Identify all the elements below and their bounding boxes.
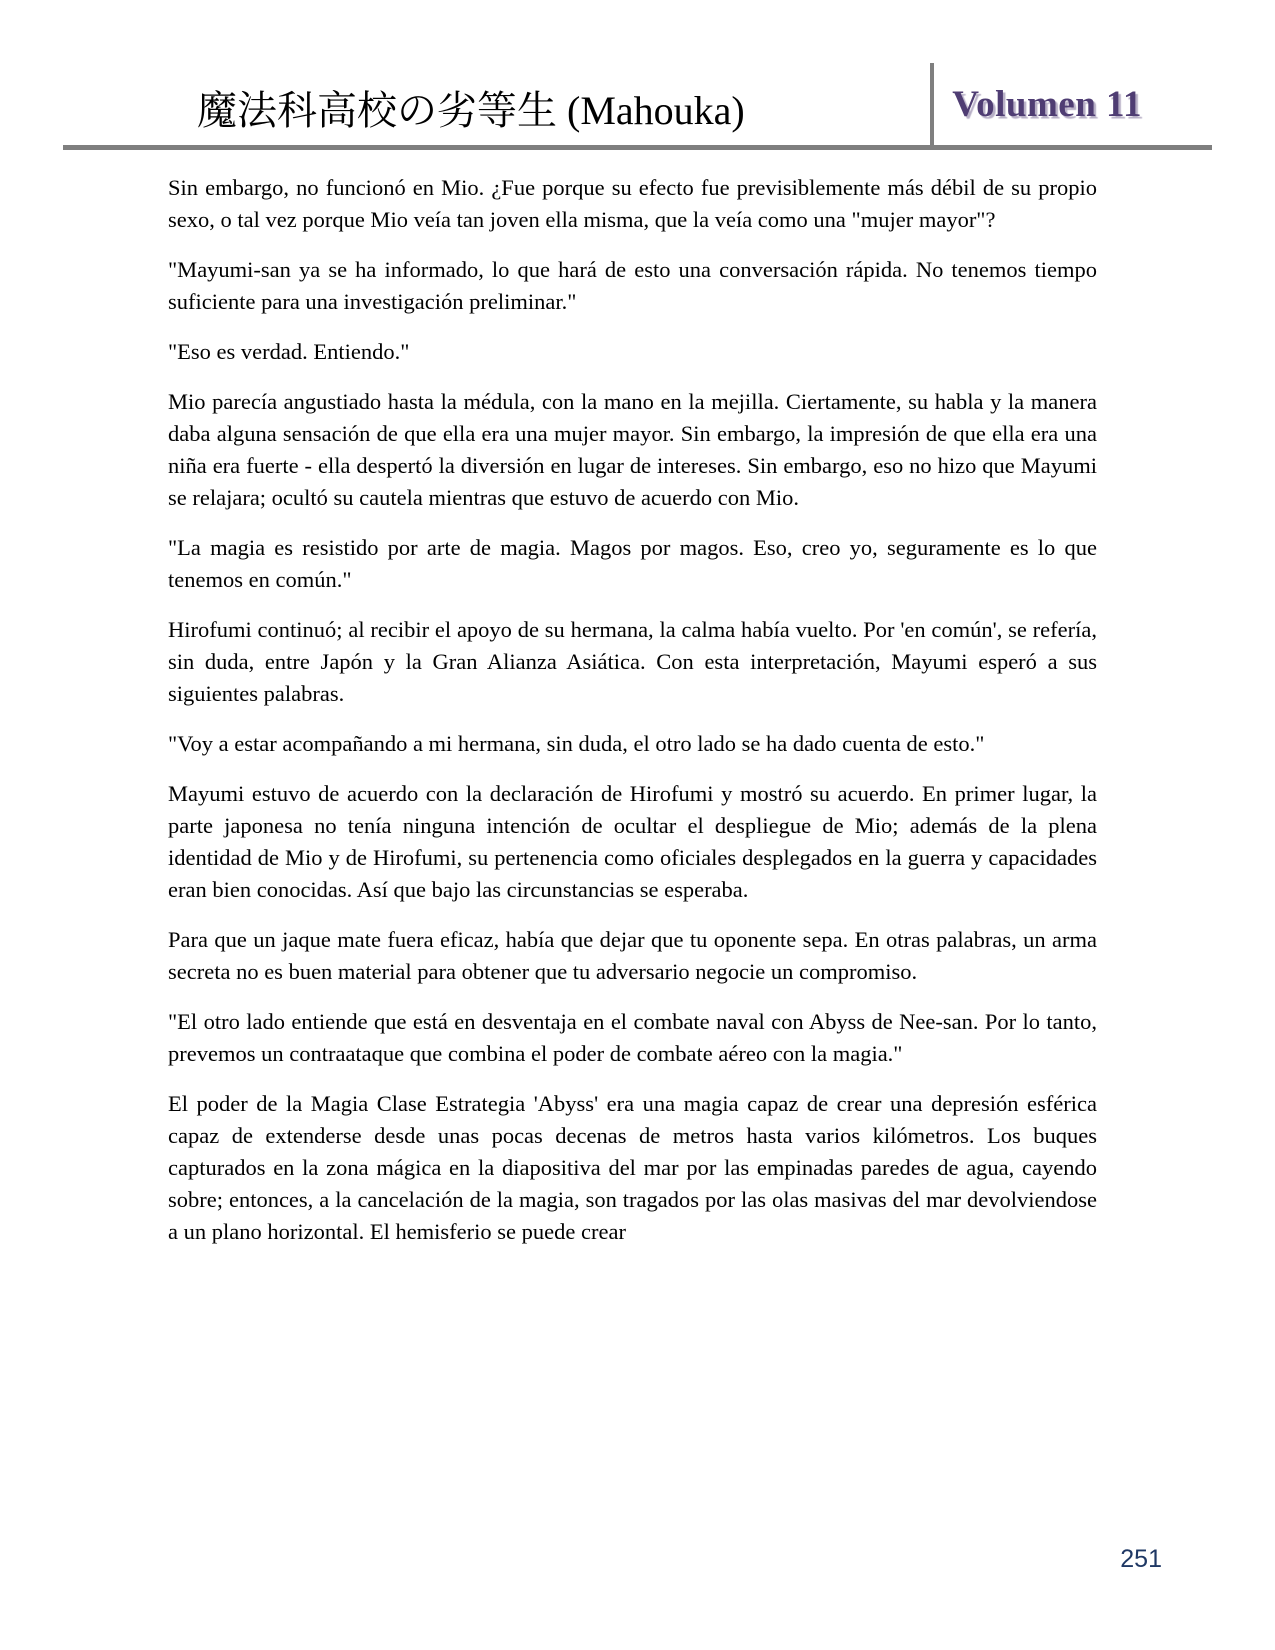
page-number: 251 (1120, 1545, 1162, 1573)
paragraph: "La magia es resistido por arte de magia. Magos por magos. Eso, creo yo, seguramente es lo que tenemos en común." (168, 535, 1097, 592)
paragraph: "El otro lado entiende que está en desventaja en el combate naval con Abyss de Nee-san. Por lo tanto, prevemos un contraataque que combina el poder de combate aéreo con la magia." (168, 1009, 1097, 1066)
body-text (168, 172, 1097, 1248)
volume-separator-block (930, 63, 1142, 145)
paragraph: Mayumi estuvo de acuerdo con la declaración de Hirofumi y mostró su acuerdo. En primer lugar, la parte japonesa no tenía ninguna intención de ocultar el despliegue de Mio; además de la plena identidad de Mio y de Hirofumi, su pertenencia como oficiales desplegados en la guerra y capacidades eran bien conocidas. Así que bajo las circunstancias se esperaba. (168, 781, 1097, 902)
paragraph: "Mayumi-san ya se ha informado, lo que hará de esto una conversación rápida. No tenemos tiempo suficiente para una investigación preliminar." (168, 257, 1097, 314)
paragraph: "Eso es verdad. Entiendo." (168, 339, 410, 364)
volume-label: Volumen 11 (952, 83, 1142, 125)
paragraph: Sin embargo, no funcionó en Mio. ¿Fue porque su efecto fue previsiblemente más débil de su propio sexo, o tal vez porque Mio veía tan joven ella misma, que la veía como una "mujer mayor"? (168, 175, 1097, 232)
book-title: 魔法科高校の劣等生 (Mahouka) (197, 88, 745, 133)
paragraph: Hirofumi continuó; al recibir el apoyo de su hermana, la calma había vuelto. Por 'en común', se refería, sin duda, entre Japón y la Gran Alianza Asiática. Con esta interpretación, Mayumi esperó a sus siguientes palabras. (168, 617, 1097, 706)
paragraph: El poder de la Magia Clase Estrategia 'Abyss' era una magia capaz de crear una depresión esférica capaz de extenderse desde unas pocas decenas de metros hasta varios kilómetros. Los buques capturados en la zona mágica en la diapositiva del mar por las empinadas paredes de agua, cayendo sobre; entonces, a la cancelación de la magia, son tragados por las olas masivas del mar devolviendose a un plano horizontal. El hemisferio se puede crear (168, 1091, 1097, 1244)
page-header (63, 0, 1212, 150)
paragraph: Para que un jaque mate fuera eficaz, había que dejar que tu oponente sepa. En otras palabras, un arma secreta no es buen material para obtener que tu adversario negocie un compromiso. (168, 927, 1097, 984)
paragraph: Mio parecía angustiado hasta la médula, con la mano en la mejilla. Ciertamente, su habla y la manera daba alguna sensación de que ella era una mujer mayor. Sin embargo, la impresión de que ella era una niña era fuerte - ella despertó la diversión en lugar de intereses. Sin embargo, eso no hizo que Mayumi se relajara; ocultó su cautela mientras que estuvo de acuerdo con Mio. (168, 389, 1097, 510)
paragraph: "Voy a estar acompañando a mi hermana, sin duda, el otro lado se ha dado cuenta de esto." (168, 731, 985, 756)
